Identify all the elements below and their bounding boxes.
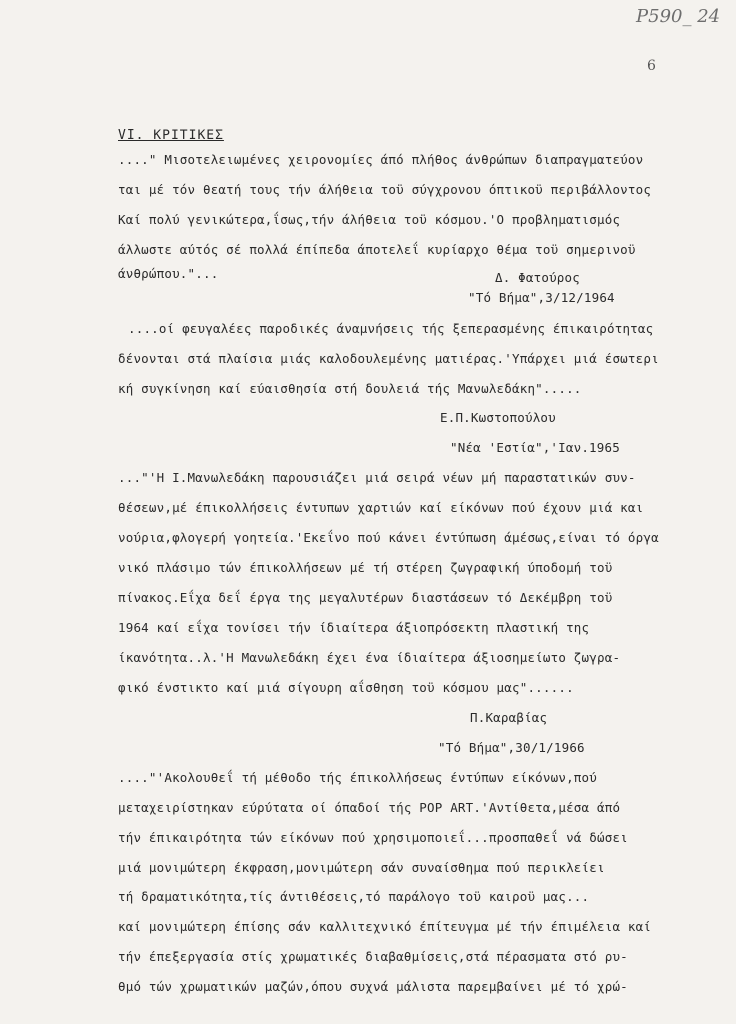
review4-line: τήν έπεξεργασία στίς χρωματικές διαβαθμίσεις,στά πέρασματα στό ρυ- [118, 949, 628, 964]
review3-line: 1964 καί εΐχα τονίσει τήν ίδιαίτερα άξιοπρόσεκτη πλαστική της [118, 620, 590, 635]
review4-line: θμό τών χρωματικών μαζών,όπου συχνά μάλιστα παρεμβαίνει μέ τό χρώ- [118, 979, 628, 994]
review1-author: Δ. Φατούρος [495, 270, 580, 285]
review2-line: ....οί φευγαλέες παροδικές άναμνήσεις τής ξεπερασμένης έπικαιρότητας [128, 321, 654, 336]
review1-line: ται μέ τόν θεατή τους τήν άλήθεια τοϋ σύγχρονου όπτικοϋ περιβάλλοντος [118, 182, 652, 197]
review3-line: νικό πλάσιμο τών έπικολλήσεων μέ τή στέρεη ζωγραφική ύποδομή τοϋ [118, 560, 613, 575]
section-heading: VI. ΚΡΙΤΙΚΕΣ [118, 128, 224, 143]
review2-line: κή συγκίνηση καί εύαισθησία στή δουλειά τής Μανωλεδάκη"..... [118, 381, 582, 396]
review1-line: ...." Μισοτελειωμένες χειρονομίες άπό πλήθος άνθρώπων διαπραγματεύον [118, 152, 644, 167]
review2-line: δένονται στά πλαίσια μιάς καλοδουλεμένης ματιέρας.'Υπάρχει μιά έσωτερι [118, 351, 659, 366]
review1-line: Καί πολύ γενικώτερα,ΐσως,τήν άλήθεια τοϋ κόσμου.'Ο προβληματισμός [118, 212, 621, 227]
review3-source: "Τό Βήμα",30/1/1966 [438, 740, 585, 755]
review3-line: ίκανότητα..λ.'Η Μανωλεδάκη έχει ένα ίδιαίτερα άξιοσημείωτο ζωγρα- [118, 650, 621, 665]
page-number: 6 [647, 58, 656, 74]
review3-author: Π.Καραβίας [470, 710, 548, 725]
review4-line: τήν έπικαιρότητα τών είκόνων πού χρησιμοποιεΐ...προσπαθεΐ νά δώσει [118, 830, 628, 845]
review3-line: νούρια,φλογερή γοητεία.'Εκεΐνο πού κάνει έντύπωση άμέσως,είναι τό όργα [118, 530, 659, 545]
review4-line: καί μονιμώτερη έπίσης σάν καλλιτεχνικό έπίτευγμα μέ τήν έπιμέλεια καί [118, 919, 652, 934]
review1-line: άνθρώπου."... [118, 266, 219, 281]
review3-line: πίνακος.Εΐχα δεΐ έργα της μεγαλυτέρων διαστάσεων τό Δεκέμβρη τοϋ [118, 590, 613, 605]
review3-line: φικό ένστικτο καί μιά σίγουρη αΐσθηση τοϋ κόσμου μας"...... [118, 680, 574, 695]
archive-handwritten-note: Ρ590_ 24 [636, 6, 721, 27]
review4-line: ...."'Ακολουθεΐ τή μέθοδο τής έπικολλήσεως έντύπων είκόνων,πού [118, 770, 597, 785]
review3-line: θέσεων,μέ έπικολλήσεις έντυπων χαρτιών καί είκόνων πού έχουν μιά και [118, 500, 644, 515]
review2-source: "Νέα 'Εστία",'Ιαν.1965 [450, 440, 620, 455]
review2-author: Ε.Π.Κωστοπούλου [440, 410, 556, 425]
review1-source: "Τό Βήμα",3/12/1964 [468, 290, 615, 305]
review4-line: μεταχειρίστηκαν εύρύτατα οί όπαδοί τής POP ART.'Αντίθετα,μέσα άπό [118, 800, 621, 815]
review3-line: ..."'Η Ι.Μανωλεδάκη παρουσιάζει μιά σειρά νέων μή παραστατικών συν- [118, 470, 636, 485]
review4-line: μιά μονιμώτερη έκφραση,μονιμώτερη σάν συναίσθημα πού περικλείει [118, 860, 605, 875]
review4-line: τή δραματικότητα,τίς άντιθέσεις,τό παράλογο τοϋ καιροϋ μας... [118, 889, 590, 904]
review1-line: άλλωστε αύτός σέ πολλά έπίπεδα άποτελεΐ κυρίαρχο θέμα τοϋ σημερινοϋ [118, 242, 636, 257]
